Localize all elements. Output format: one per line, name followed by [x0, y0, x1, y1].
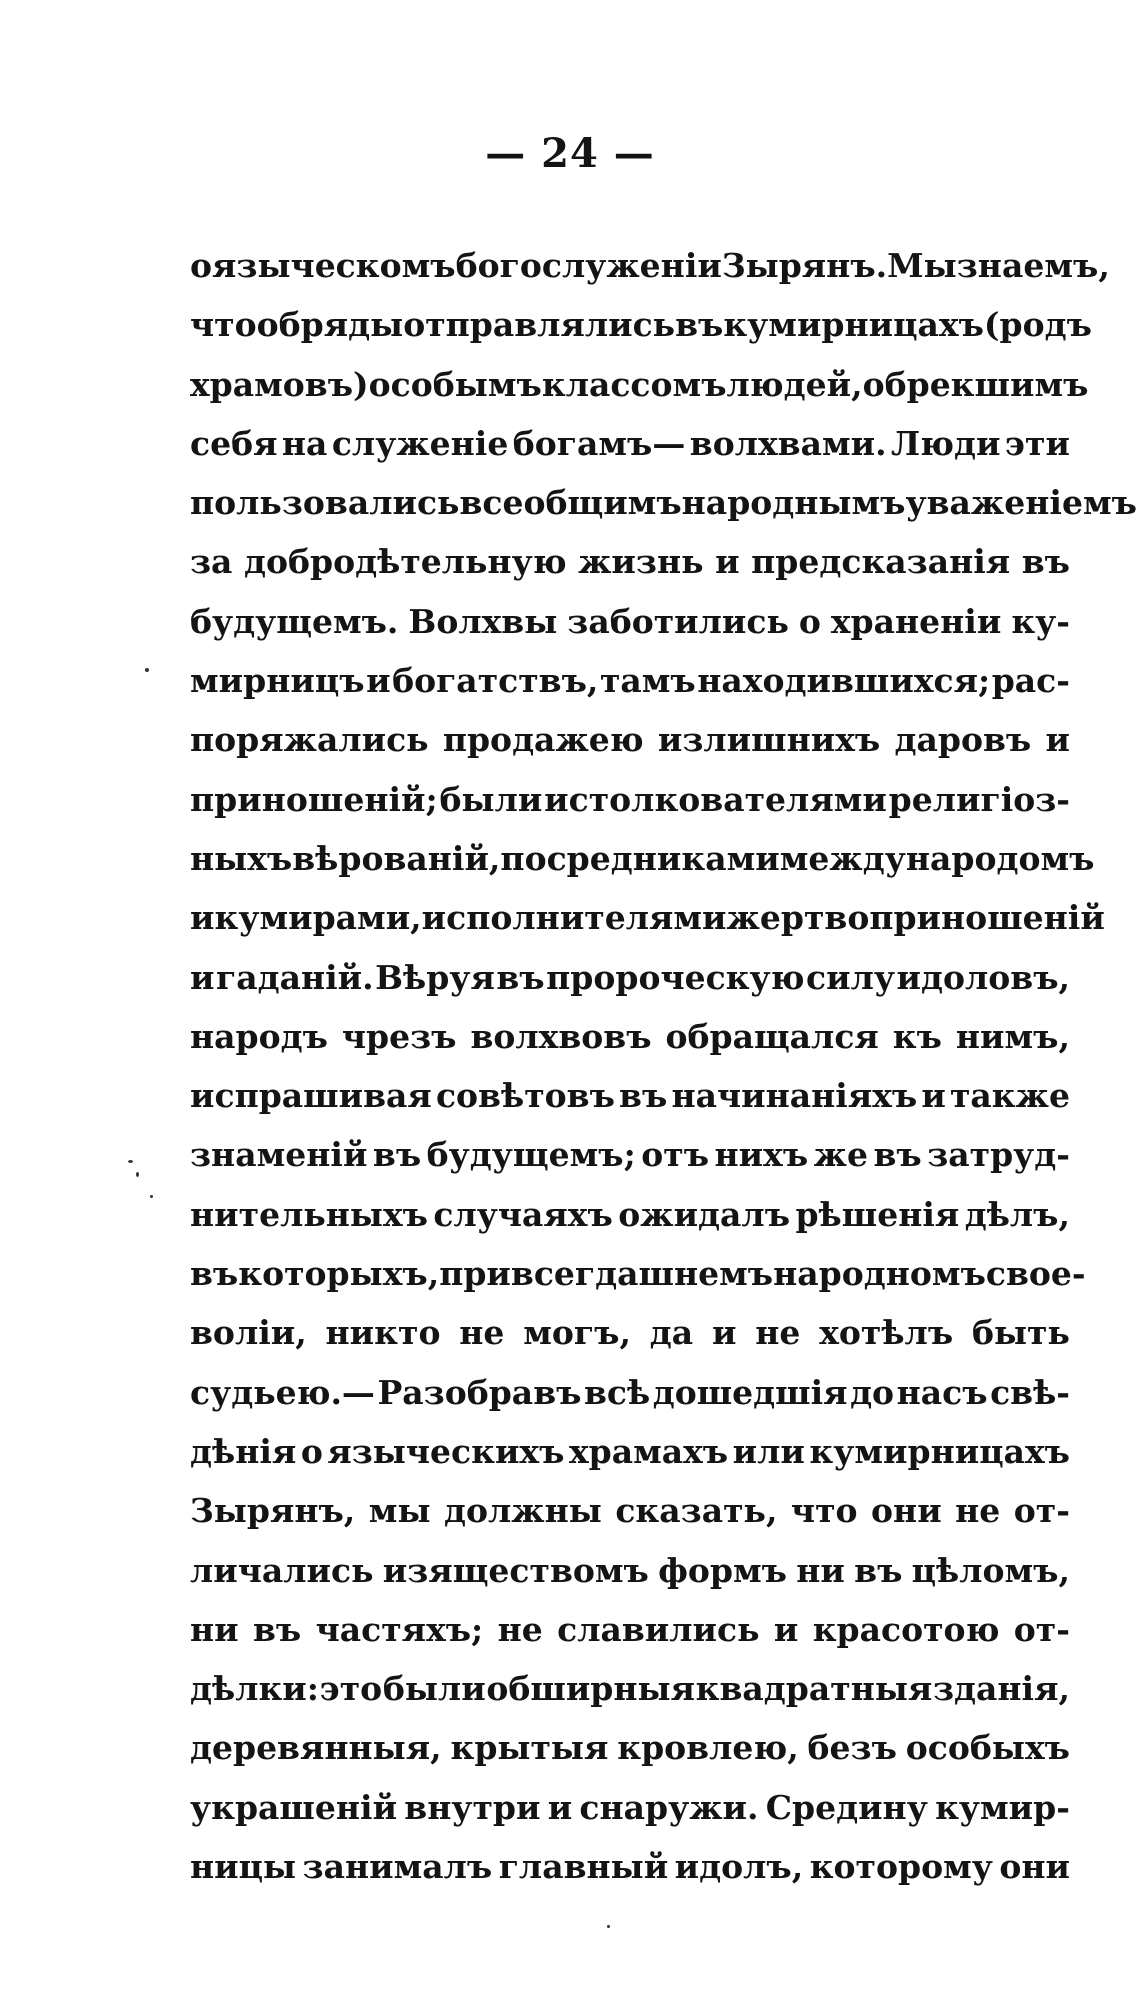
- text-line: [190, 414, 1070, 473]
- word: которому: [809, 1847, 993, 1887]
- text-line: [190, 592, 1070, 651]
- text-line: [190, 473, 1137, 532]
- word: что: [190, 305, 257, 345]
- word: Вѣруя: [375, 957, 495, 997]
- word: народномъ: [773, 1254, 986, 1294]
- word: чрезъ: [341, 1016, 457, 1056]
- word: занималъ: [302, 1847, 493, 1887]
- word: Зырянъ,: [190, 1491, 356, 1531]
- text-line: [190, 1659, 1070, 1718]
- word: красотою: [812, 1609, 1000, 1649]
- word: народнымъ: [681, 483, 906, 523]
- word: цѣломъ,: [911, 1550, 1070, 1590]
- word: нительныхъ: [190, 1194, 428, 1234]
- word: знаемъ,: [956, 246, 1110, 285]
- word: внутри: [404, 1787, 541, 1827]
- word: о: [190, 246, 213, 285]
- word: народомъ: [905, 838, 1095, 878]
- word: людей,: [726, 364, 863, 404]
- scan-speck: [607, 1925, 610, 1928]
- word: кумирами,: [214, 898, 422, 938]
- word: воліи,: [190, 1313, 307, 1353]
- word: не: [459, 1313, 505, 1353]
- word: не: [955, 1491, 1001, 1531]
- scan-speck: [128, 1160, 133, 1163]
- text-line: [190, 651, 1070, 710]
- word: храмовъ): [190, 364, 369, 404]
- word: случаяхъ: [433, 1194, 613, 1234]
- word: заботились: [567, 601, 789, 641]
- word: въ: [372, 1135, 422, 1175]
- word: будущемъ.: [190, 601, 399, 641]
- word: они: [871, 1491, 942, 1531]
- text-line: [190, 1600, 1070, 1659]
- text-line: [190, 355, 1089, 414]
- text-line: [190, 1363, 1070, 1422]
- word: въ: [619, 1076, 668, 1116]
- word: же: [813, 1135, 868, 1175]
- word: добродѣтельную: [244, 542, 567, 582]
- word: личались: [190, 1550, 374, 1590]
- text-line: [190, 1422, 1070, 1481]
- word: гаданій.: [216, 957, 374, 997]
- word: обряды: [256, 305, 404, 345]
- word: изяществомъ: [382, 1550, 649, 1590]
- word: начинаніяхъ: [671, 1076, 918, 1116]
- word: въ: [1021, 542, 1070, 582]
- word: дошедшія: [652, 1372, 848, 1412]
- word: кумир-: [935, 1787, 1070, 1827]
- word: приношеній;: [190, 779, 438, 819]
- word: свѣ-: [990, 1372, 1070, 1412]
- word: мы: [368, 1491, 431, 1531]
- word: дѣлъ,: [964, 1194, 1070, 1234]
- word: жизнь: [578, 542, 704, 582]
- word: или: [732, 1431, 805, 1471]
- word: рас-: [991, 661, 1070, 701]
- word: пророческую: [546, 957, 805, 997]
- word: всѣ: [583, 1372, 651, 1412]
- word: на: [281, 423, 328, 463]
- word: безъ: [807, 1728, 897, 1768]
- word: въ: [496, 957, 545, 997]
- word: вѣрованій,: [292, 838, 501, 878]
- word: и: [1045, 720, 1070, 760]
- text-line: [190, 1185, 1070, 1244]
- body-text: [190, 236, 1137, 1896]
- word: зданія,: [932, 1669, 1070, 1709]
- word: продажею: [442, 720, 644, 760]
- word: сказать,: [615, 1491, 778, 1531]
- word: квадратныя: [695, 1669, 933, 1709]
- word: посредниками: [500, 838, 780, 878]
- word: насъ: [896, 1372, 988, 1412]
- word: обрекшимъ: [862, 364, 1089, 404]
- word: излишнихъ: [657, 720, 881, 760]
- word: идолъ,: [674, 1847, 804, 1887]
- word: дѣлки:: [190, 1669, 319, 1709]
- word: народъ: [190, 1016, 328, 1056]
- word: въ: [854, 1550, 903, 1590]
- word: предсказанія: [751, 542, 1011, 582]
- word: богатствъ,: [392, 661, 599, 701]
- word: дѣнія: [190, 1431, 297, 1471]
- word: Люди: [891, 423, 1001, 463]
- text-line: [190, 1837, 1070, 1896]
- word: также: [949, 1076, 1070, 1116]
- text-line: [190, 1007, 1070, 1066]
- word: Волхвы: [408, 601, 558, 641]
- word: всегдашнемъ: [510, 1254, 774, 1294]
- text-line: [190, 236, 1110, 295]
- word: не: [497, 1609, 543, 1649]
- word: от-: [1013, 1491, 1070, 1531]
- word: волхвами.: [689, 423, 887, 463]
- word: и: [366, 661, 391, 701]
- word: храненіи: [830, 601, 1002, 641]
- word: отправлялись: [403, 305, 676, 345]
- text-line: [190, 888, 1105, 947]
- text-line: [190, 1541, 1070, 1600]
- word: находившихся;: [697, 661, 991, 701]
- word: никто: [325, 1313, 441, 1353]
- word: въ: [190, 1254, 239, 1294]
- word: религіоз-: [888, 779, 1070, 819]
- word: Зырянъ.: [721, 246, 888, 285]
- word: деревянныя,: [190, 1728, 442, 1768]
- word: должны: [444, 1491, 602, 1531]
- word: обширныя: [486, 1669, 695, 1709]
- word: Средину: [765, 1787, 928, 1827]
- word: которыхъ,: [238, 1254, 440, 1294]
- scan-speck: [136, 1172, 139, 1177]
- word: кровлею,: [617, 1728, 799, 1768]
- word: до: [850, 1372, 895, 1412]
- word: въ: [253, 1609, 302, 1649]
- word: служеніе: [331, 423, 509, 463]
- word: быть: [971, 1313, 1070, 1353]
- word: не: [755, 1313, 801, 1353]
- word: особыхъ: [905, 1728, 1070, 1768]
- word: силу: [806, 957, 895, 997]
- word: крытыя: [450, 1728, 609, 1768]
- word: снаружи.: [579, 1787, 759, 1827]
- word: поряжались: [190, 720, 429, 760]
- page-number: — 24 —: [485, 130, 655, 177]
- word: храмахъ: [568, 1431, 729, 1471]
- word: да: [649, 1313, 694, 1353]
- word: особымъ: [368, 364, 542, 404]
- word: что: [790, 1491, 858, 1531]
- word: будущемъ;: [426, 1135, 636, 1175]
- word: Разобравъ: [377, 1372, 582, 1412]
- word: украшеній: [190, 1787, 398, 1827]
- word: ницы: [190, 1847, 297, 1887]
- word: и: [547, 1787, 573, 1827]
- word: и: [190, 957, 215, 997]
- word: рѣшенія: [795, 1194, 960, 1234]
- word: они: [999, 1847, 1070, 1887]
- word: это: [319, 1669, 383, 1709]
- word: (родъ: [983, 305, 1092, 345]
- word: кумирницахъ: [723, 305, 984, 345]
- word: хотѣлъ: [819, 1313, 954, 1353]
- scan-speck: [150, 1195, 153, 1198]
- text-line: [190, 1481, 1070, 1540]
- text-line: [190, 1303, 1070, 1362]
- word: ку-: [1011, 601, 1070, 641]
- word: и: [773, 1609, 799, 1649]
- word: въ: [873, 1135, 922, 1175]
- word: богамъ—: [512, 423, 686, 463]
- word: о: [300, 1431, 323, 1471]
- word: формъ: [658, 1550, 787, 1590]
- word: о: [798, 601, 821, 641]
- word: и: [711, 1313, 737, 1353]
- text-line: [190, 295, 1092, 354]
- text-line: [190, 710, 1070, 769]
- word: языческомъ: [212, 246, 456, 285]
- word: пользовались: [190, 483, 460, 523]
- text-line: [190, 1718, 1070, 1777]
- word: идоловъ,: [896, 957, 1070, 997]
- word: истолкователями: [544, 779, 887, 819]
- word: и: [190, 898, 215, 938]
- text-line: [190, 1066, 1070, 1125]
- text-line: [190, 1244, 1086, 1303]
- word: были: [382, 1669, 486, 1709]
- word: ныхъ: [190, 838, 293, 878]
- word: при: [439, 1254, 511, 1294]
- word: исполнителями: [421, 898, 727, 938]
- word: от-: [1013, 1609, 1070, 1649]
- word: къ: [892, 1016, 942, 1056]
- text-line: [190, 1125, 1070, 1184]
- word: и: [921, 1076, 946, 1116]
- word: совѣтовъ: [435, 1076, 615, 1116]
- word: всеобщимъ: [459, 483, 682, 523]
- scan-speck: [145, 668, 149, 672]
- word: мирницъ: [190, 661, 365, 701]
- word: кумирницахъ: [809, 1431, 1070, 1471]
- word: нимъ,: [955, 1016, 1070, 1056]
- word: могъ,: [523, 1313, 631, 1353]
- word: за: [190, 542, 233, 582]
- text-line: [190, 770, 1070, 829]
- word: жертвоприношеній: [726, 898, 1105, 938]
- text-line: [190, 532, 1070, 591]
- word: судьею.—: [190, 1372, 375, 1412]
- word: тамъ: [599, 661, 696, 701]
- word: себя: [190, 423, 278, 463]
- word: ожидалъ: [618, 1194, 791, 1234]
- word: затруд-: [927, 1135, 1070, 1175]
- word: частяхъ;: [315, 1609, 484, 1649]
- word: свое-: [985, 1254, 1086, 1294]
- word: языческихъ: [327, 1431, 565, 1471]
- word: главный: [498, 1847, 669, 1887]
- word: знаменій: [190, 1135, 368, 1175]
- word: Мы: [887, 246, 957, 285]
- text-line: [190, 948, 1070, 1007]
- word: классомъ: [541, 364, 727, 404]
- word: испрашивая: [190, 1076, 432, 1116]
- word: между: [779, 838, 906, 878]
- word: и: [715, 542, 740, 582]
- word: славились: [557, 1609, 760, 1649]
- text-line: [190, 829, 1095, 888]
- word: обращался: [665, 1016, 879, 1056]
- word: нихъ: [714, 1135, 809, 1175]
- word: отъ: [641, 1135, 710, 1175]
- word: ни: [796, 1550, 845, 1590]
- text-line: [190, 1778, 1070, 1837]
- word: эти: [1004, 423, 1070, 463]
- word: уваженіемъ: [905, 483, 1137, 523]
- word: были: [439, 779, 543, 819]
- word: въ: [675, 305, 724, 345]
- word: даровъ: [894, 720, 1032, 760]
- word: волхвовъ: [470, 1016, 652, 1056]
- word: богослуженіи: [455, 246, 722, 285]
- word: ни: [190, 1609, 239, 1649]
